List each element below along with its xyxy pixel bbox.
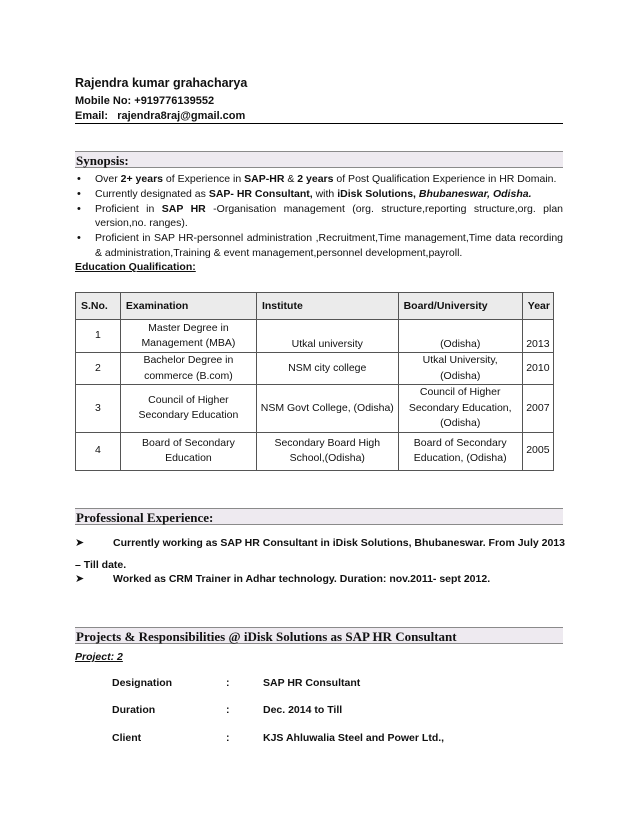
field-separator: : [226, 704, 230, 716]
table-cell: Utkal University, (Odisha) [398, 353, 522, 385]
table-cell: 1 [76, 320, 121, 353]
table-cell: (Odisha) [398, 320, 522, 353]
table-cell: Bachelor Degree in commerce (B.com) [120, 353, 256, 385]
synopsis-bullet: • Proficient in SAP HR -Organisation management (org. structure,reporting structure,org. plan version,no. ranges). [77, 202, 564, 230]
arrow-bullet-icon: ➤ [75, 573, 85, 585]
table-cell: 2010 [522, 353, 553, 385]
table-cell: Council of Higher Secondary Education [120, 385, 256, 433]
bullet-icon: • [77, 173, 81, 185]
experience-item: ➤ Currently working as SAP HR Consultant in iDisk Solutions, Bhubaneswar. From July 2013 – Till date. [75, 532, 565, 576]
candidate-name: Rajendra kumar grahacharya [75, 76, 248, 90]
table-cell: 2 [76, 353, 121, 385]
field-separator: : [226, 732, 230, 744]
table-cell: Board of Secondary Education [120, 432, 256, 470]
column-header: Institute [256, 293, 398, 320]
field-value: Dec. 2014 to Till [263, 704, 343, 716]
table-header-row [76, 293, 554, 320]
table-cell: Council of Higher Secondary Education, (Odisha) [398, 385, 522, 433]
mobile-number: Mobile No: +919776139552 [75, 95, 215, 107]
project-label: Project: 2 [75, 651, 123, 663]
header-divider [75, 123, 563, 124]
synopsis-list [75, 172, 563, 261]
table-cell: Secondary Board High School,(Odisha) [256, 432, 398, 470]
table-cell: Utkal university [256, 320, 398, 353]
column-header: Board/University [398, 293, 522, 320]
experience-heading: Professional Experience: [75, 508, 563, 525]
arrow-bullet-icon: ➤ [75, 537, 85, 549]
column-header: Year [522, 293, 553, 320]
table-cell: 2005 [522, 432, 553, 470]
field-separator: : [226, 677, 230, 689]
experience-item: ➤ Worked as CRM Trainer in Adhar technology. Duration: nov.2011- sept 2012. [75, 573, 491, 585]
field-value: SAP HR Consultant [263, 677, 361, 689]
education-heading: Education Qualification: [75, 261, 196, 273]
email-address: rajendra8raj@gmail.com [117, 110, 246, 122]
synopsis-bullet: • Currently designated as SAP- HR Consultant, with iDisk Solutions, Bhubaneswar, Odisha. [77, 187, 532, 200]
table-row [76, 320, 554, 353]
field-key: Client [112, 732, 142, 744]
table-cell: 3 [76, 385, 121, 433]
bullet-icon: • [77, 232, 81, 245]
field-key: Duration [112, 704, 156, 716]
table-row [76, 432, 554, 470]
table-cell: Master Degree in Management (MBA) [120, 320, 256, 353]
table-cell: 2013 [522, 320, 553, 353]
field-key: Designation [112, 677, 173, 689]
projects-heading: Projects & Responsibilities @ iDisk Solutions as SAP HR Consultant [75, 627, 563, 644]
table-row [76, 385, 554, 433]
bullet-icon: • [77, 202, 81, 215]
bullet-icon: • [77, 187, 81, 200]
field-value: KJS Ahluwalia Steel and Power Ltd., [263, 732, 445, 744]
column-header: Examination [120, 293, 256, 320]
email-line [75, 110, 245, 122]
column-header: S.No. [76, 293, 121, 320]
synopsis-bullet: • Proficient in SAP HR-personnel administration ,Recruitment,Time management,Time data recording & administration,Training & event management,personnel development,payroll. [77, 232, 563, 259]
email-label: Email: [75, 110, 109, 122]
table-cell: NSM Govt College, (Odisha) [256, 385, 398, 433]
table-row [76, 353, 554, 385]
table-cell: Board of Secondary Education, (Odisha) [398, 432, 522, 470]
table-cell: NSM city college [256, 353, 398, 385]
synopsis-bullet: • Over 2+ years of Experience in SAP-HR & 2 years of Post Qualification Experience in HR Domain. [77, 173, 557, 185]
table-cell: 4 [76, 432, 121, 470]
table-cell: 2007 [522, 385, 553, 433]
education-table [75, 292, 554, 471]
synopsis-heading: Synopsis: [75, 151, 563, 168]
